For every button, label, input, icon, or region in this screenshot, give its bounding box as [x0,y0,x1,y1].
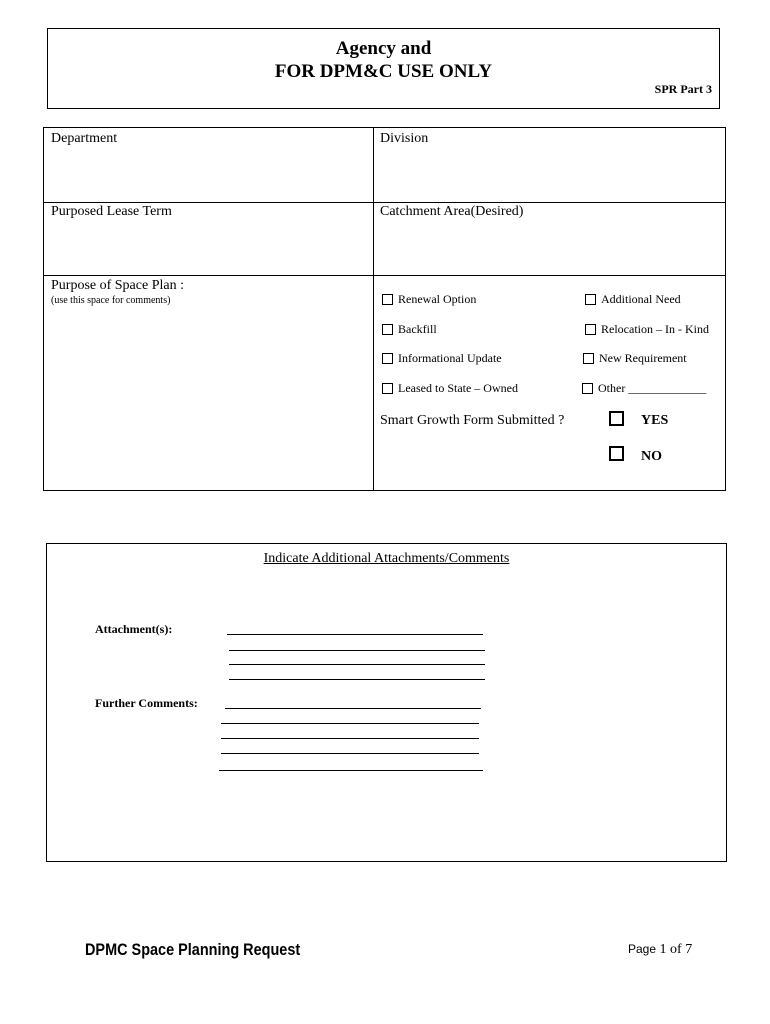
relocation-checkbox[interactable] [585,322,709,337]
attachment-line[interactable] [229,650,485,651]
other-checkbox[interactable] [582,381,706,396]
purpose-label: Purpose of Space Plan : [51,278,184,293]
smart-growth-question: Smart Growth Form Submitted ? [380,413,565,428]
checkbox-icon [382,353,393,364]
grid-divider [373,128,374,490]
relocation-label: Relocation – In - Kind [601,322,709,336]
renewal-option-checkbox[interactable] [382,292,476,307]
comment-line[interactable] [221,753,479,754]
checkbox-icon [585,324,596,335]
renewal-option-label: Renewal Option [398,292,477,306]
smart-growth-no-checkbox[interactable] [609,446,624,461]
page-number: 1 of 7 [659,942,693,957]
checkbox-icon [382,383,393,394]
smart-growth-yes-label: YES [641,413,669,428]
backfill-label: Backfill [398,322,437,336]
leased-label: Leased to State – Owned [398,381,518,395]
new-requirement-checkbox[interactable] [583,351,687,366]
header-title-line1: Agency and [335,38,432,59]
header-title-line2: FOR DPM&C USE ONLY [274,61,493,82]
informational-update-checkbox[interactable] [382,351,502,366]
further-comments-label: Further Comments: [95,696,198,710]
checkbox-icon [582,383,593,394]
checkbox-icon [382,294,393,305]
attachments-title: Indicate Additional Attachments/Comments [263,551,510,566]
additional-need-checkbox[interactable] [585,292,681,307]
comment-line[interactable] [225,708,481,709]
lease-term-label: Purposed Lease Term [51,204,172,219]
informational-update-label: Informational Update [398,351,502,365]
attachment-line[interactable] [229,679,485,680]
header-box [47,28,720,109]
division-label: Division [380,131,429,146]
grid-row-divider [44,275,725,276]
attachment-line[interactable] [229,664,485,665]
spr-part-label: SPR Part 3 [654,82,712,96]
footer-title: DPMC Space Planning Request [85,940,301,959]
comment-line[interactable] [221,738,479,739]
page-indicator [628,942,692,958]
other-label: Other _____________ [598,381,707,395]
department-label: Department [51,131,118,146]
grid-row-divider [44,202,725,203]
smart-growth-no-label: NO [641,449,662,464]
catchment-label: Catchment Area(Desired) [380,204,524,219]
purpose-hint: (use this space for comments) [51,295,171,306]
attachment-line[interactable] [227,634,483,635]
checkbox-icon [382,324,393,335]
page-word: Page [628,942,657,956]
checkbox-icon [583,353,594,364]
comment-line[interactable] [219,770,483,771]
attachments-label: Attachment(s): [95,622,173,636]
attachments-comments-box [46,543,727,862]
comment-line[interactable] [221,723,479,724]
smart-growth-yes-checkbox[interactable] [609,411,624,426]
additional-need-label: Additional Need [601,292,681,306]
new-requirement-label: New Requirement [599,351,687,365]
checkbox-icon [585,294,596,305]
backfill-checkbox[interactable] [382,322,437,337]
leased-checkbox[interactable] [382,381,518,396]
info-grid [43,127,726,491]
